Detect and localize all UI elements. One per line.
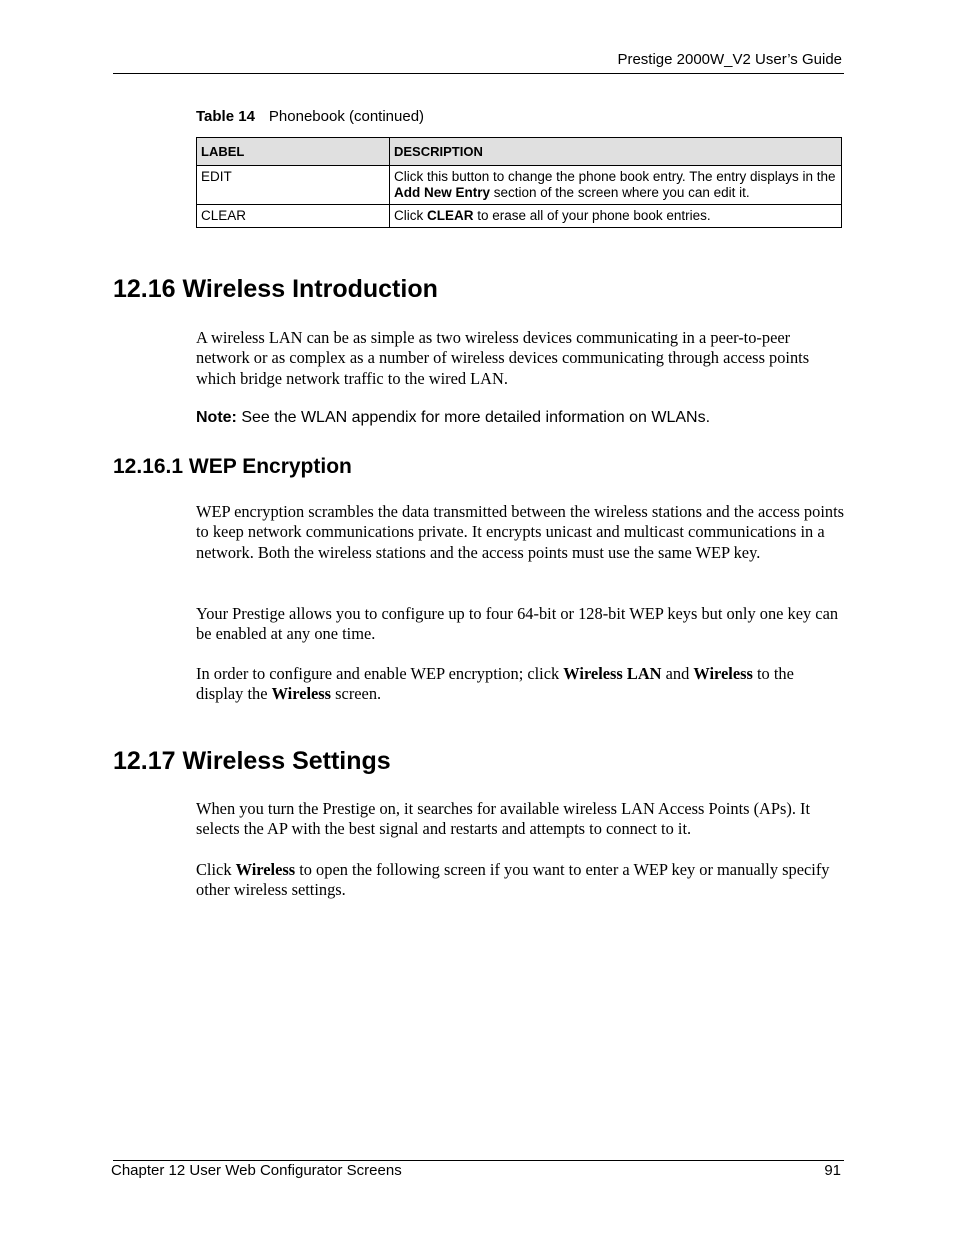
section-heading-wireless-introduction: 12.16 Wireless Introduction xyxy=(113,275,438,303)
footer-rule xyxy=(113,1160,844,1161)
row-label: CLEAR xyxy=(197,205,390,228)
table-row xyxy=(197,205,842,228)
row-label: EDIT xyxy=(197,166,390,205)
bold-term: Wireless LAN xyxy=(563,664,662,683)
text: to the display the xyxy=(196,664,794,704)
row-description xyxy=(390,166,842,205)
paragraph-wireless-intro: A wireless LAN can be as simple as two wireless devices communicating in a peer-to-peer network or as complex as a number of wireless devices communicating through access points which bridge network traffic to the wired LAN. xyxy=(196,328,810,388)
header-rule xyxy=(113,73,844,74)
note xyxy=(196,409,710,427)
table-header-row xyxy=(197,138,842,166)
table-caption-number: Table 14 xyxy=(196,108,255,125)
phonebook-table xyxy=(196,137,842,228)
paragraph-wep-1: WEP encryption scrambles the data transmitted between the wireless stations and the access points to keep network communications private. It encrypts unicast and multicast communications in a network. Both the wireless stations and the access points must use the same WEP key. xyxy=(196,502,844,562)
bold-term: Wireless xyxy=(693,664,753,683)
description-text: to erase all of your phone book entries. xyxy=(473,208,711,223)
description-bold: CLEAR xyxy=(427,208,474,223)
text: to open the following screen if you want to enter a WEP key or manually specify other wireless settings. xyxy=(196,860,830,900)
bold-term: Wireless xyxy=(271,684,332,704)
text: Click xyxy=(196,860,236,879)
paragraph-wireless-settings-2 xyxy=(196,860,844,901)
column-header-label: LABEL xyxy=(197,138,390,166)
text: and xyxy=(661,664,694,683)
table-row xyxy=(197,166,842,205)
table-caption-title: Phonebook (continued) xyxy=(268,108,425,125)
note-label: Note: xyxy=(196,409,237,426)
description-text: Click xyxy=(394,208,427,223)
description-bold: Add New Entry xyxy=(394,185,491,200)
running-header: Prestige 2000W_V2 User’s Guide xyxy=(617,51,842,68)
description-text: section of the screen where you can edit it. xyxy=(490,185,750,200)
subsection-heading-wep-encryption: 12.16.1 WEP Encryption xyxy=(113,455,352,478)
footer-chapter: Chapter 12 User Web Configurator Screens xyxy=(111,1162,402,1179)
paragraph-wep-3 xyxy=(196,664,844,705)
table-caption xyxy=(196,108,424,125)
text: screen. xyxy=(331,684,382,704)
section-heading-wireless-settings: 12.17 Wireless Settings xyxy=(113,747,391,775)
note-text: See the WLAN appendix for more detailed information on WLANs. xyxy=(236,409,711,426)
paragraph-wep-2: Your Prestige allows you to configure up to four 64-bit or 128-bit WEP keys but only one key can be enabled at any one time. xyxy=(196,604,839,644)
paragraph-wireless-settings-1: When you turn the Prestige on, it searches for available wireless LAN Access Points (APs). It selects the AP with the best signal and restarts and attempts to connect to it. xyxy=(196,799,811,839)
text: In order to configure and enable WEP encryption; click xyxy=(196,664,564,683)
bold-term: Wireless xyxy=(235,860,296,879)
row-description xyxy=(390,205,842,228)
page-number: 91 xyxy=(824,1162,841,1179)
column-header-description: DESCRIPTION xyxy=(390,138,842,166)
description-text: Click this button to change the phone book entry. The entry displays in the xyxy=(394,169,836,184)
